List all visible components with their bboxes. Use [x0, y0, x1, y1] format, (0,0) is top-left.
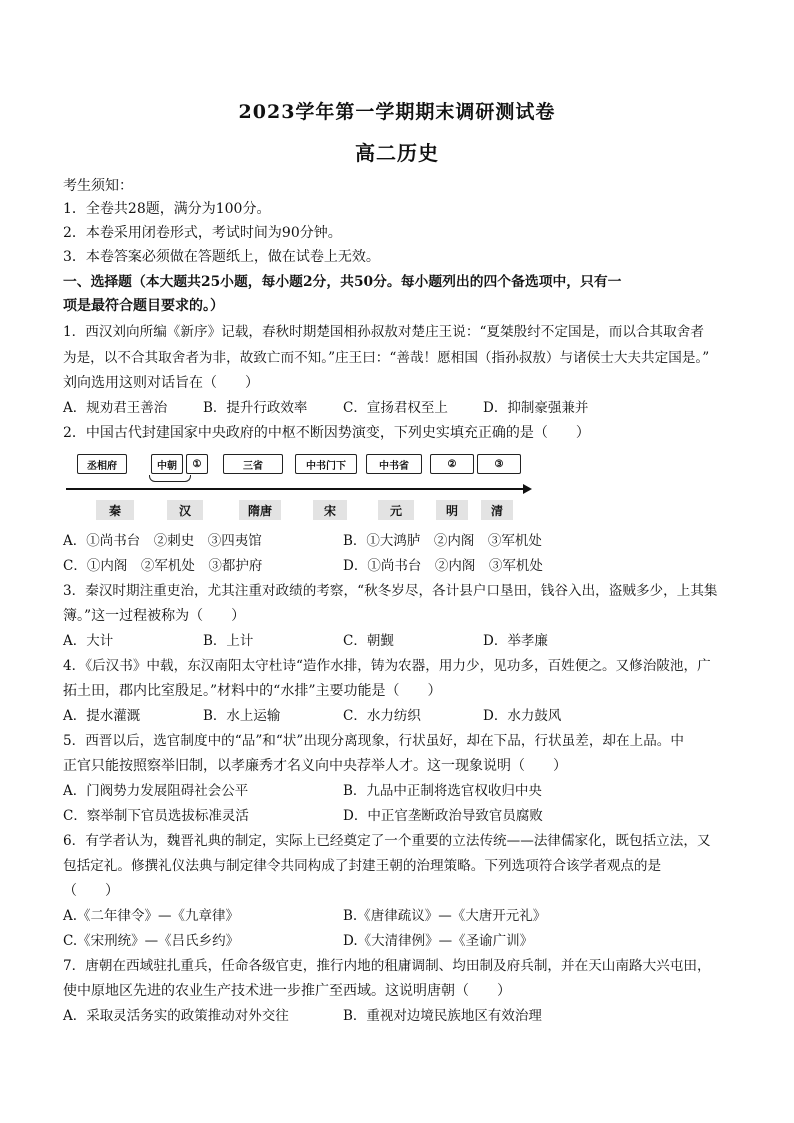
era-label: 明 [436, 500, 468, 520]
timeline-box: 中朝 [151, 454, 183, 474]
era-label: 宋 [313, 500, 347, 520]
question-stem: 7．唐朝在西域驻扎重兵，任命各级官吏，推行内地的租庸调制、均田制及府兵制，并在天山南路大兴屯田， [63, 958, 711, 974]
option-a: A．门阀势力发展阻碍社会公平 [63, 783, 249, 799]
question-stem: 2．中国古代封建国家中央政府的中枢不断因势演变，下列史实填充正确的是（ ） [63, 425, 590, 441]
era-label: 隋唐 [239, 500, 281, 520]
option-c: C．①内阁 ②军机处 ③都护府 [63, 558, 263, 574]
question-stem: 拓土田，郡内比室殷足。”材料中的“水排”主要功能是（ ） [63, 683, 442, 699]
option-a: A．①尚书台 ②刺史 ③四夷馆 [63, 533, 262, 549]
question-stem: 3．秦汉时期注重吏治，尤其注重对政绩的考察，“秋冬岁尽，各计县户口垦田，钱谷入出，盗贼多少，上其集 [63, 583, 718, 599]
question-stem: 6．有学者认为，魏晋礼典的制定，实际上已经奠定了一个重要的立法传统——法律儒家化，既包括立法，又 [63, 833, 711, 849]
question-stem: 5．西晋以后，选官制度中的“品”和“状”出现分离现象，行状虽好，却在下品，行状虽差，却在上品。中 [63, 733, 684, 749]
option-b: B．水上运输 [203, 708, 281, 724]
option-c: C．朝觐 [343, 633, 394, 649]
option-c: C．宣扬君权至上 [343, 400, 448, 416]
option-c: C．水力纺织 [343, 708, 421, 724]
option-c: C．察举制下官员选拔标准灵活 [63, 808, 249, 824]
timeline-brace [149, 475, 191, 482]
question-stem: 刘向选用这则对话旨在（ ） [63, 375, 259, 391]
option-b: B.《唐律疏议》—《大唐开元礼》 [343, 908, 547, 924]
era-label: 汉 [167, 500, 203, 520]
notice-item: 2．本卷采用闭卷形式，考试时间为90分钟。 [63, 225, 342, 241]
option-d: D．中正官垄断政治导致官员腐败 [343, 808, 543, 824]
section-heading-cont: 项是最符合题目要求的。） [63, 298, 224, 314]
notice-heading: 考生须知： [63, 178, 133, 194]
section-heading: 一、选择题（本大题共25小题，每小题2分，共50分。每小题列出的四个备选项中，只有一 [63, 274, 622, 290]
timeline-arrow [523, 484, 532, 494]
question-stem: 正官只能按照察举旧制，以孝廉秀才名义向中央荐举人才。这一现象说明（ ） [63, 758, 567, 774]
question-stem: 簿。”这一过程被称为（ ） [63, 608, 246, 624]
option-d: D．①尚书台 ②内阁 ③军机处 [343, 558, 543, 574]
era-label: 元 [378, 500, 414, 520]
timeline-box: 三省 [223, 454, 283, 474]
timeline-box: 丞相府 [77, 454, 127, 474]
exam-title: 2023学年第一学期期末调研测试卷 [238, 101, 556, 123]
era-label: 清 [481, 500, 513, 520]
option-d: D.《大清律例》—《圣谕广训》 [343, 933, 534, 949]
option-b: B．上计 [203, 633, 254, 649]
notice-item: 1．全卷共28题，满分为100分。 [63, 201, 271, 217]
timeline-box: ① [186, 454, 208, 474]
option-d: D．举孝廉 [483, 633, 548, 649]
exam-subject: 高二历史 [355, 141, 439, 165]
timeline-box: ② [430, 454, 474, 474]
question-stem: 包括定礼。修撰礼仪法典与制定律令共同构成了封建王朝的治理策略。下列选项符合该学者观点的是 [63, 858, 662, 874]
question-stem: 1．西汉刘向所编《新序》记载，春秋时期楚国相孙叔敖对楚庄王说：“夏桀殷纣不定国是，而以合其取舍者 [63, 324, 704, 340]
option-b: B．九品中正制将选官权收归中央 [343, 783, 542, 799]
option-b: B．①大鸿胪 ②内阁 ③军机处 [343, 533, 542, 549]
question-stem: 使中原地区先进的农业生产技术进一步推广至西域。这说明唐朝（ ） [63, 983, 511, 999]
option-a: A．提水灌溉 [63, 708, 141, 724]
notice-item: 3．本卷答案必须做在答题纸上，做在试卷上无效。 [63, 249, 380, 265]
option-a: A．规劝君王善治 [63, 400, 168, 416]
timeline-diagram [63, 448, 533, 526]
timeline-box: 中书省 [366, 454, 422, 474]
timeline-axis [66, 488, 524, 490]
question-stem: （ ） [63, 883, 119, 899]
option-b: B．重视对边境民族地区有效治理 [343, 1008, 542, 1024]
option-a: A.《二年律令》—《九章律》 [63, 908, 240, 924]
timeline-box: 中书门下 [295, 454, 357, 474]
option-d: D．水力鼓风 [483, 708, 562, 724]
option-b: B．提升行政效率 [203, 400, 308, 416]
option-c: C.《宋刑统》—《吕氏乡约》 [63, 933, 240, 949]
option-a: A．采取灵活务实的政策推动对外交往 [63, 1008, 289, 1024]
option-d: D．抑制豪强兼并 [483, 400, 589, 416]
timeline-box: ③ [477, 454, 521, 474]
question-stem: 为是，以不合其取舍者为非，故致亡而不知。”庄王曰：“善哉！愿相国（指孙叔敖）与诸侯士大夫共定国是。” [63, 350, 710, 366]
question-stem: 4．《后汉书》中载，东汉南阳太守杜诗“造作水排，铸为农器，用力少，见功多，百姓便之。又修治陂池，广 [63, 658, 711, 674]
era-label: 秦 [96, 500, 134, 520]
option-a: A．大计 [63, 633, 114, 649]
